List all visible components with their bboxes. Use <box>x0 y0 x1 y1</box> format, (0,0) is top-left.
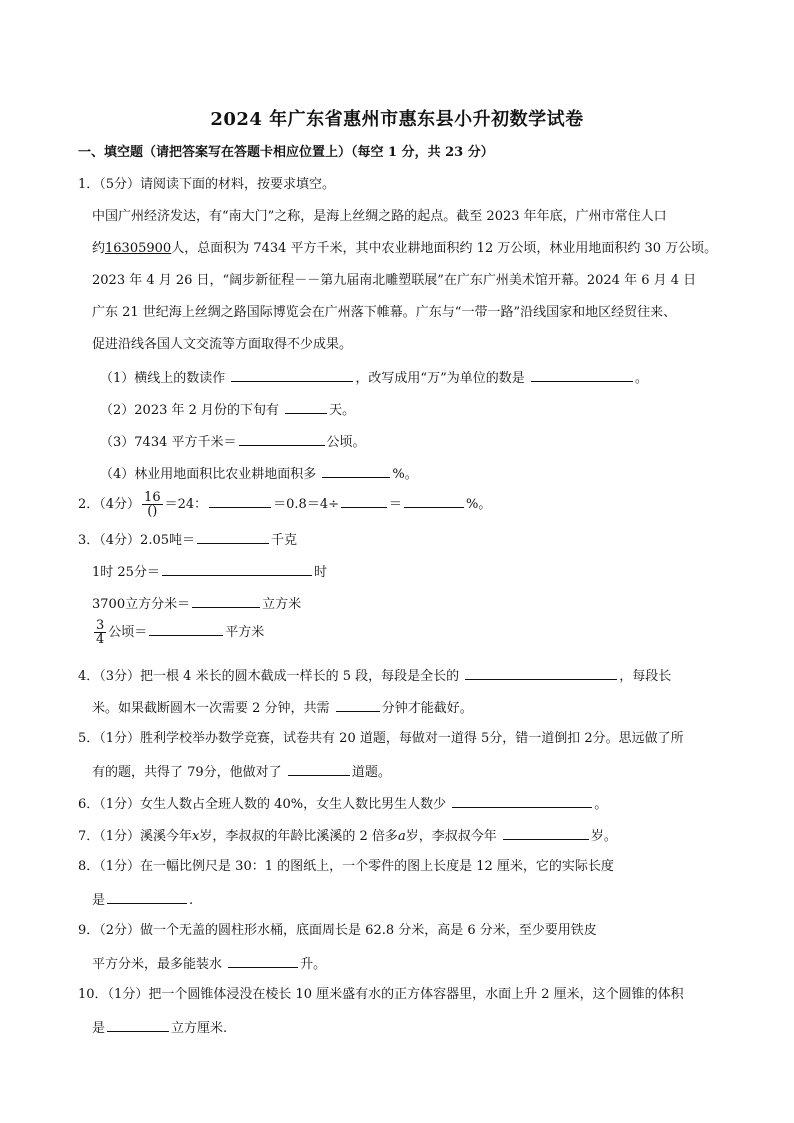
question-10-line <box>92 1018 227 1038</box>
q2-text: ＝24： <box>164 497 208 512</box>
q7-text: 岁，李叔叔今年 <box>405 829 497 844</box>
answer-blank[interactable] <box>288 762 350 776</box>
q7-text: 7．（1分）溪溪今年 <box>78 829 193 844</box>
q6-text: 。 <box>594 797 608 812</box>
q9-text: 平方分米，最多能装水 <box>92 957 223 972</box>
q1-s2-text: 天。 <box>329 403 356 418</box>
question-3-line <box>92 562 327 582</box>
q1-s3-text: （3）7434 平方千米＝ <box>100 435 237 450</box>
answer-blank[interactable] <box>285 400 327 414</box>
q8-text: 是 <box>92 893 106 908</box>
answer-blank[interactable] <box>149 622 223 636</box>
answer-blank[interactable] <box>404 494 464 508</box>
q1-subquestion-4 <box>100 464 418 484</box>
q1-s1-text: （1）横线上的数读作 <box>100 371 226 386</box>
question-4-line <box>92 698 473 718</box>
answer-blank[interactable] <box>452 794 592 808</box>
q7-text: 岁。 <box>590 829 617 844</box>
question-2 <box>78 490 491 520</box>
q5-text: 道题。 <box>351 765 391 780</box>
answer-blank[interactable] <box>197 530 269 544</box>
variable-a: a <box>397 829 406 844</box>
answer-blank[interactable] <box>107 1018 169 1032</box>
q1-s2-text: （2）2023 年 2 月份的下旬有 <box>100 403 280 418</box>
question-5-line: 5．（1分）胜利学校举办数学竞赛，试卷共有 20 道题，每做对一道得 5分，错一道倒扣 2分。思远做了所 <box>78 731 684 746</box>
q3-head: 3．（4分）2.05吨＝ <box>78 533 195 548</box>
q1-s4-text: （4）林业用地面积比农业耕地面积多 <box>100 467 317 482</box>
q9-text: 升。 <box>300 957 327 972</box>
q7-text: 岁，李叔叔的年龄比溪溪的 2 倍多 <box>199 829 398 844</box>
fraction-denominator: () <box>147 504 158 519</box>
q3-unit: 时 <box>313 565 327 580</box>
q3-text: 1时 25分＝ <box>92 565 160 580</box>
answer-blank[interactable] <box>503 826 589 840</box>
question-8-line <box>92 890 193 910</box>
fraction <box>142 491 163 518</box>
fraction-numerator: 16 <box>144 490 161 505</box>
answer-blank[interactable] <box>341 494 387 508</box>
question-3-line <box>92 594 301 614</box>
q1-passage-line: 促进沿线各国人文交流等方面取得不少成果。 <box>92 337 353 352</box>
answer-blank[interactable] <box>209 494 271 508</box>
question-3-line <box>92 618 264 648</box>
q3-unit: 平方米 <box>225 625 265 640</box>
answer-blank[interactable] <box>228 954 298 968</box>
q1-s3-text: 公顷。 <box>326 435 366 450</box>
q6-text: 6．（1分）女生人数占全班人数的 40%，女生人数比男生人数少 <box>78 797 447 812</box>
question-4-line <box>78 666 671 686</box>
q10-text: 立方厘米. <box>171 1021 228 1036</box>
q5-text: 有的题，共得了 79分，他做对了 <box>92 765 282 780</box>
answer-blank[interactable] <box>231 368 353 382</box>
answer-blank[interactable] <box>192 594 260 608</box>
q1-s4-text: %。 <box>392 467 418 482</box>
answer-blank[interactable] <box>322 464 390 478</box>
underlined-number: 16305900 <box>105 241 172 256</box>
q2-text: ＝0.8＝4÷ <box>273 497 339 512</box>
question-10-line: 10．（1分）把一个圆锥体浸没在棱长 10 厘米盛有水的正方体容器里，水面上升 2 厘米，这个圆锥的体积 <box>78 987 684 1002</box>
variable-x: x <box>192 829 200 844</box>
q1-s1-text: ，改写成用“万”为单位的数是 <box>355 371 525 386</box>
q1-text: 约 <box>92 241 106 256</box>
q3-unit: 千克 <box>271 533 298 548</box>
q3-text: 3700立方分米＝ <box>92 597 191 612</box>
page-title: 2024 年广东省惠州市惠东县小升初数学试卷 <box>210 109 584 130</box>
q1-subquestion-1 <box>100 368 648 388</box>
q1-passage-line <box>92 240 717 258</box>
answer-blank[interactable] <box>162 562 312 576</box>
fraction-numerator: 3 <box>96 618 105 633</box>
question-9-line: 9．（2分）做一个无盖的圆柱形水桶，底面周长是 62.8 分米，高是 6 分米，至少要用铁皮 <box>78 923 597 938</box>
q4-text: 米。如果截断圆木一次需要 2 分钟，共需 <box>92 701 330 716</box>
q2-text: %。 <box>466 497 492 512</box>
q1-text: 人，总面积为 7434 平方千米，其中农业耕地面积约 12 万公顷，林业用地面积约 30 万公顷。 <box>171 241 718 256</box>
q2-text: ＝ <box>388 497 402 512</box>
q3-unit: 立方米 <box>262 597 302 612</box>
q10-text: 是 <box>92 1021 106 1036</box>
answer-blank[interactable] <box>107 890 187 904</box>
q1-subquestion-2 <box>100 400 355 420</box>
answer-blank[interactable] <box>336 698 380 712</box>
q1-passage-line: 广东 21 世纪海上丝绸之路国际博览会在广州落下帷幕。广东与“一带一路”沿线国家和地区经贸往来、 <box>92 305 677 320</box>
question-1-head: 1．（5分）请阅读下面的材料，按要求填空。 <box>78 177 336 192</box>
answer-blank[interactable] <box>239 432 325 446</box>
answer-blank[interactable] <box>531 368 633 382</box>
question-5-line <box>92 762 391 782</box>
q4-text: 分钟才能截好。 <box>381 701 473 716</box>
q8-text: . <box>189 893 194 908</box>
question-8-line: 8．（1分）在一幅比例尺是 30：1 的图纸上，一个零件的图上长度是 12 厘米，它的实际长度 <box>78 859 614 874</box>
section-heading: 一、填空题（请把答案写在答题卡相应位置上）（每空 1 分，共 23 分） <box>78 145 494 160</box>
question-3-line <box>78 530 297 550</box>
q1-subquestion-3 <box>100 432 366 452</box>
q4-text: ，每段长 <box>619 669 672 684</box>
question-6 <box>78 794 607 814</box>
q1-s1-text: 。 <box>634 371 648 386</box>
fraction <box>94 619 106 646</box>
question-9-line <box>92 954 326 974</box>
question-7 <box>78 826 617 846</box>
q1-passage-line: 中国广州经济发达，有“南大门”之称，是海上丝绸之路的起点。截至 2023 年年底，广州市常住人口 <box>92 209 667 224</box>
q3-text: 公顷＝ <box>108 625 148 640</box>
q2-head: 2．（4分） <box>78 497 141 512</box>
q4-text: 4．（3分）把一根 4 米长的圆木截成一样长的 5 段，每段是全长的 <box>78 669 460 684</box>
answer-blank[interactable] <box>465 666 617 680</box>
fraction-denominator: 4 <box>96 632 105 647</box>
q1-passage-line: 2023 年 4 月 26 日，“阔步新征程－－第九届南北雕塑联展”在广东广州美术馆开幕。2024 年 6 月 4 日 <box>92 273 697 288</box>
